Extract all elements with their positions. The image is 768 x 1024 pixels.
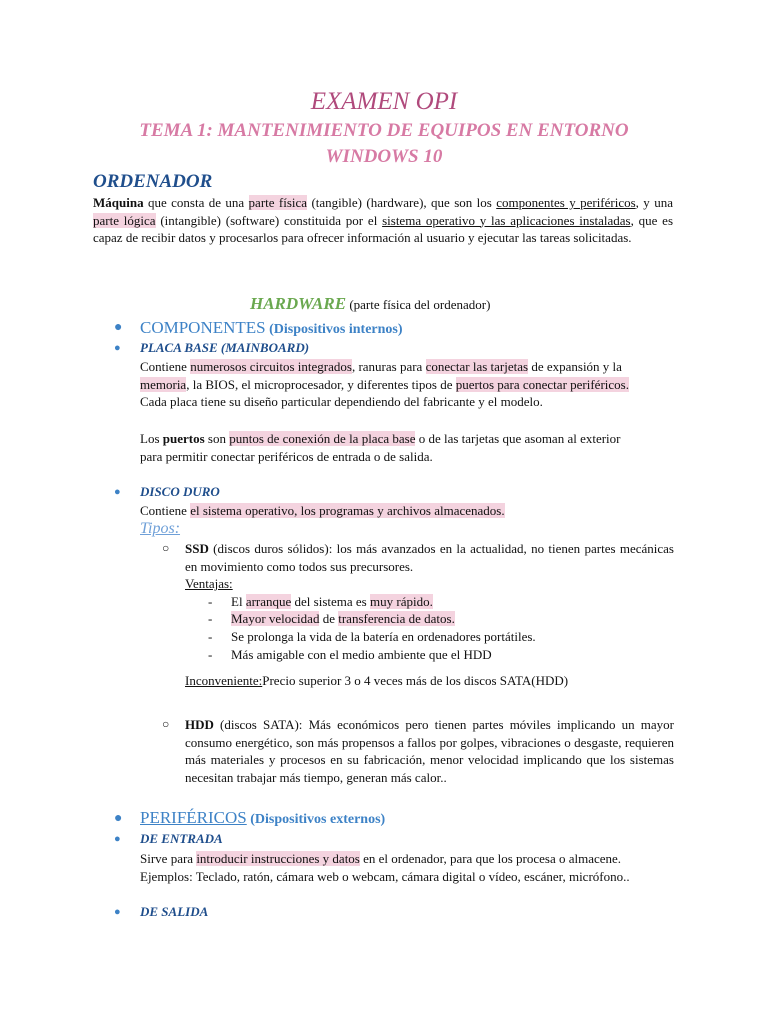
- placa-base-heading: PLACA BASE (MAINBOARD): [140, 340, 310, 355]
- bullet-icon: ●: [114, 811, 123, 826]
- bullet-icon: ●: [114, 486, 121, 498]
- de-entrada-paragraph: Sirve para introducir instrucciones y datos en el ordenador, para que los procesa o almacene. Ejemplos: Teclado, ratón, cámara web o webcam, cámara digital o vídeo, escáner, micrófono..: [140, 851, 630, 884]
- de-entrada-heading: DE ENTRADA: [140, 831, 223, 846]
- inconveniente-label: Inconveniente:: [185, 673, 263, 688]
- bullet-icon: ●: [114, 833, 121, 845]
- perifericos-heading-line: [140, 808, 385, 828]
- circle-bullet-icon: ○: [162, 541, 170, 555]
- tipos-heading: Tipos:: [140, 520, 181, 537]
- document-title: EXAMEN OPI: [310, 88, 458, 115]
- perifericos-heading: PERIFÉRICOS: [140, 808, 247, 827]
- hardware-heading-line: [250, 294, 490, 314]
- de-salida-heading: DE SALIDA: [140, 904, 209, 919]
- disco-duro-paragraph: Contiene el sistema operativo, los programas y archivos almacenados.: [140, 503, 505, 518]
- ventaja-3: Se prolonga la vida de la batería en ordenadores portátiles.: [231, 629, 536, 644]
- dash-icon: -: [208, 594, 213, 609]
- inconveniente-line: [185, 673, 568, 689]
- perifericos-note: (Dispositivos externos): [246, 812, 386, 827]
- subtitle-line-2: WINDOWS 10: [325, 146, 443, 167]
- componentes-heading-line: [140, 318, 403, 338]
- hardware-note: (parte física del ordenador): [346, 297, 491, 312]
- hdd-paragraph: HDD (discos SATA): Más económicos pero tienen partes móviles implicando un mayor consumo energético, son más propensos a fallos por golpes, vibraciones o desgaste, requieren más materiales y procesos en su fabricación, menor velocidad implicando que los sistemas necesitan trabajar más tiempo, generan más calor..: [185, 717, 674, 785]
- disco-duro-heading: DISCO DURO: [140, 484, 220, 499]
- dash-icon: -: [208, 647, 213, 662]
- underline-sistema-operativo: sistema operativo y las aplicaciones instaladas: [382, 212, 631, 228]
- subtitle-line-1: TEMA 1: MANTENIMIENTO DE EQUIPOS EN ENTORNO: [139, 120, 629, 141]
- inconveniente-text: Precio superior 3 o 4 veces más de los discos SATA(HDD): [262, 673, 569, 688]
- ordenador-definition: Máquina que consta de una parte física (tangible) (hardware), que son los componentes y periféricos, y una parte lógica (intangible) (software) constituida por el sistema operativo y las aplicaciones instaladas, que es capaz de recibir datos y procesarlos para ofrecer información al usuario y ejecutar las tareas solicitadas.: [93, 195, 674, 245]
- bullet-icon: ●: [114, 342, 121, 354]
- underline-componentes: componentes y periféricos: [496, 195, 636, 210]
- componentes-note: (Dispositivos internos): [265, 322, 403, 337]
- ventaja-1: El arranque del sistema es muy rápido.: [231, 594, 433, 609]
- placa-base-paragraph: Contiene numerosos circuitos integrados, ranuras para conectar las tarjetas de expansión y la memoria, la BIOS, el microprocesador, y diferentes tipos de puertos para conectar periféricos. Cada placa tiene su diseño particular dependiendo del fabricante y el modelo.: [140, 359, 629, 409]
- ventaja-4: Más amigable con el medio ambiente que el HDD: [231, 647, 492, 662]
- dash-icon: -: [208, 611, 213, 626]
- highlight-parte-logica: parte lógica: [93, 212, 156, 228]
- bullet-icon: ●: [114, 906, 121, 918]
- dash-icon: -: [208, 629, 213, 644]
- ssd-paragraph: SSD (discos duros sólidos): los más avanzados en la actualidad, no tienen partes mecánicas en movimiento como todos sus precursores.: [185, 541, 674, 574]
- circle-bullet-icon: ○: [162, 717, 170, 731]
- ordenador-heading: ORDENADOR: [93, 171, 213, 192]
- ventajas-label: Ventajas:: [185, 576, 233, 591]
- componentes-heading: COMPONENTES: [140, 318, 266, 337]
- bullet-icon: ●: [114, 320, 123, 335]
- term-maquina: Máquina: [93, 195, 144, 210]
- puertos-paragraph: Los puertos son puntos de conexión de la placa base o de las tarjetas que asoman al exterior para permitir conectar periféricos de entrada o de salida.: [140, 431, 621, 464]
- highlight-parte-fisica: parte física: [248, 195, 308, 210]
- ventaja-2: Mayor velocidad de transferencia de datos.: [231, 611, 455, 626]
- hardware-heading: HARDWARE: [250, 294, 347, 313]
